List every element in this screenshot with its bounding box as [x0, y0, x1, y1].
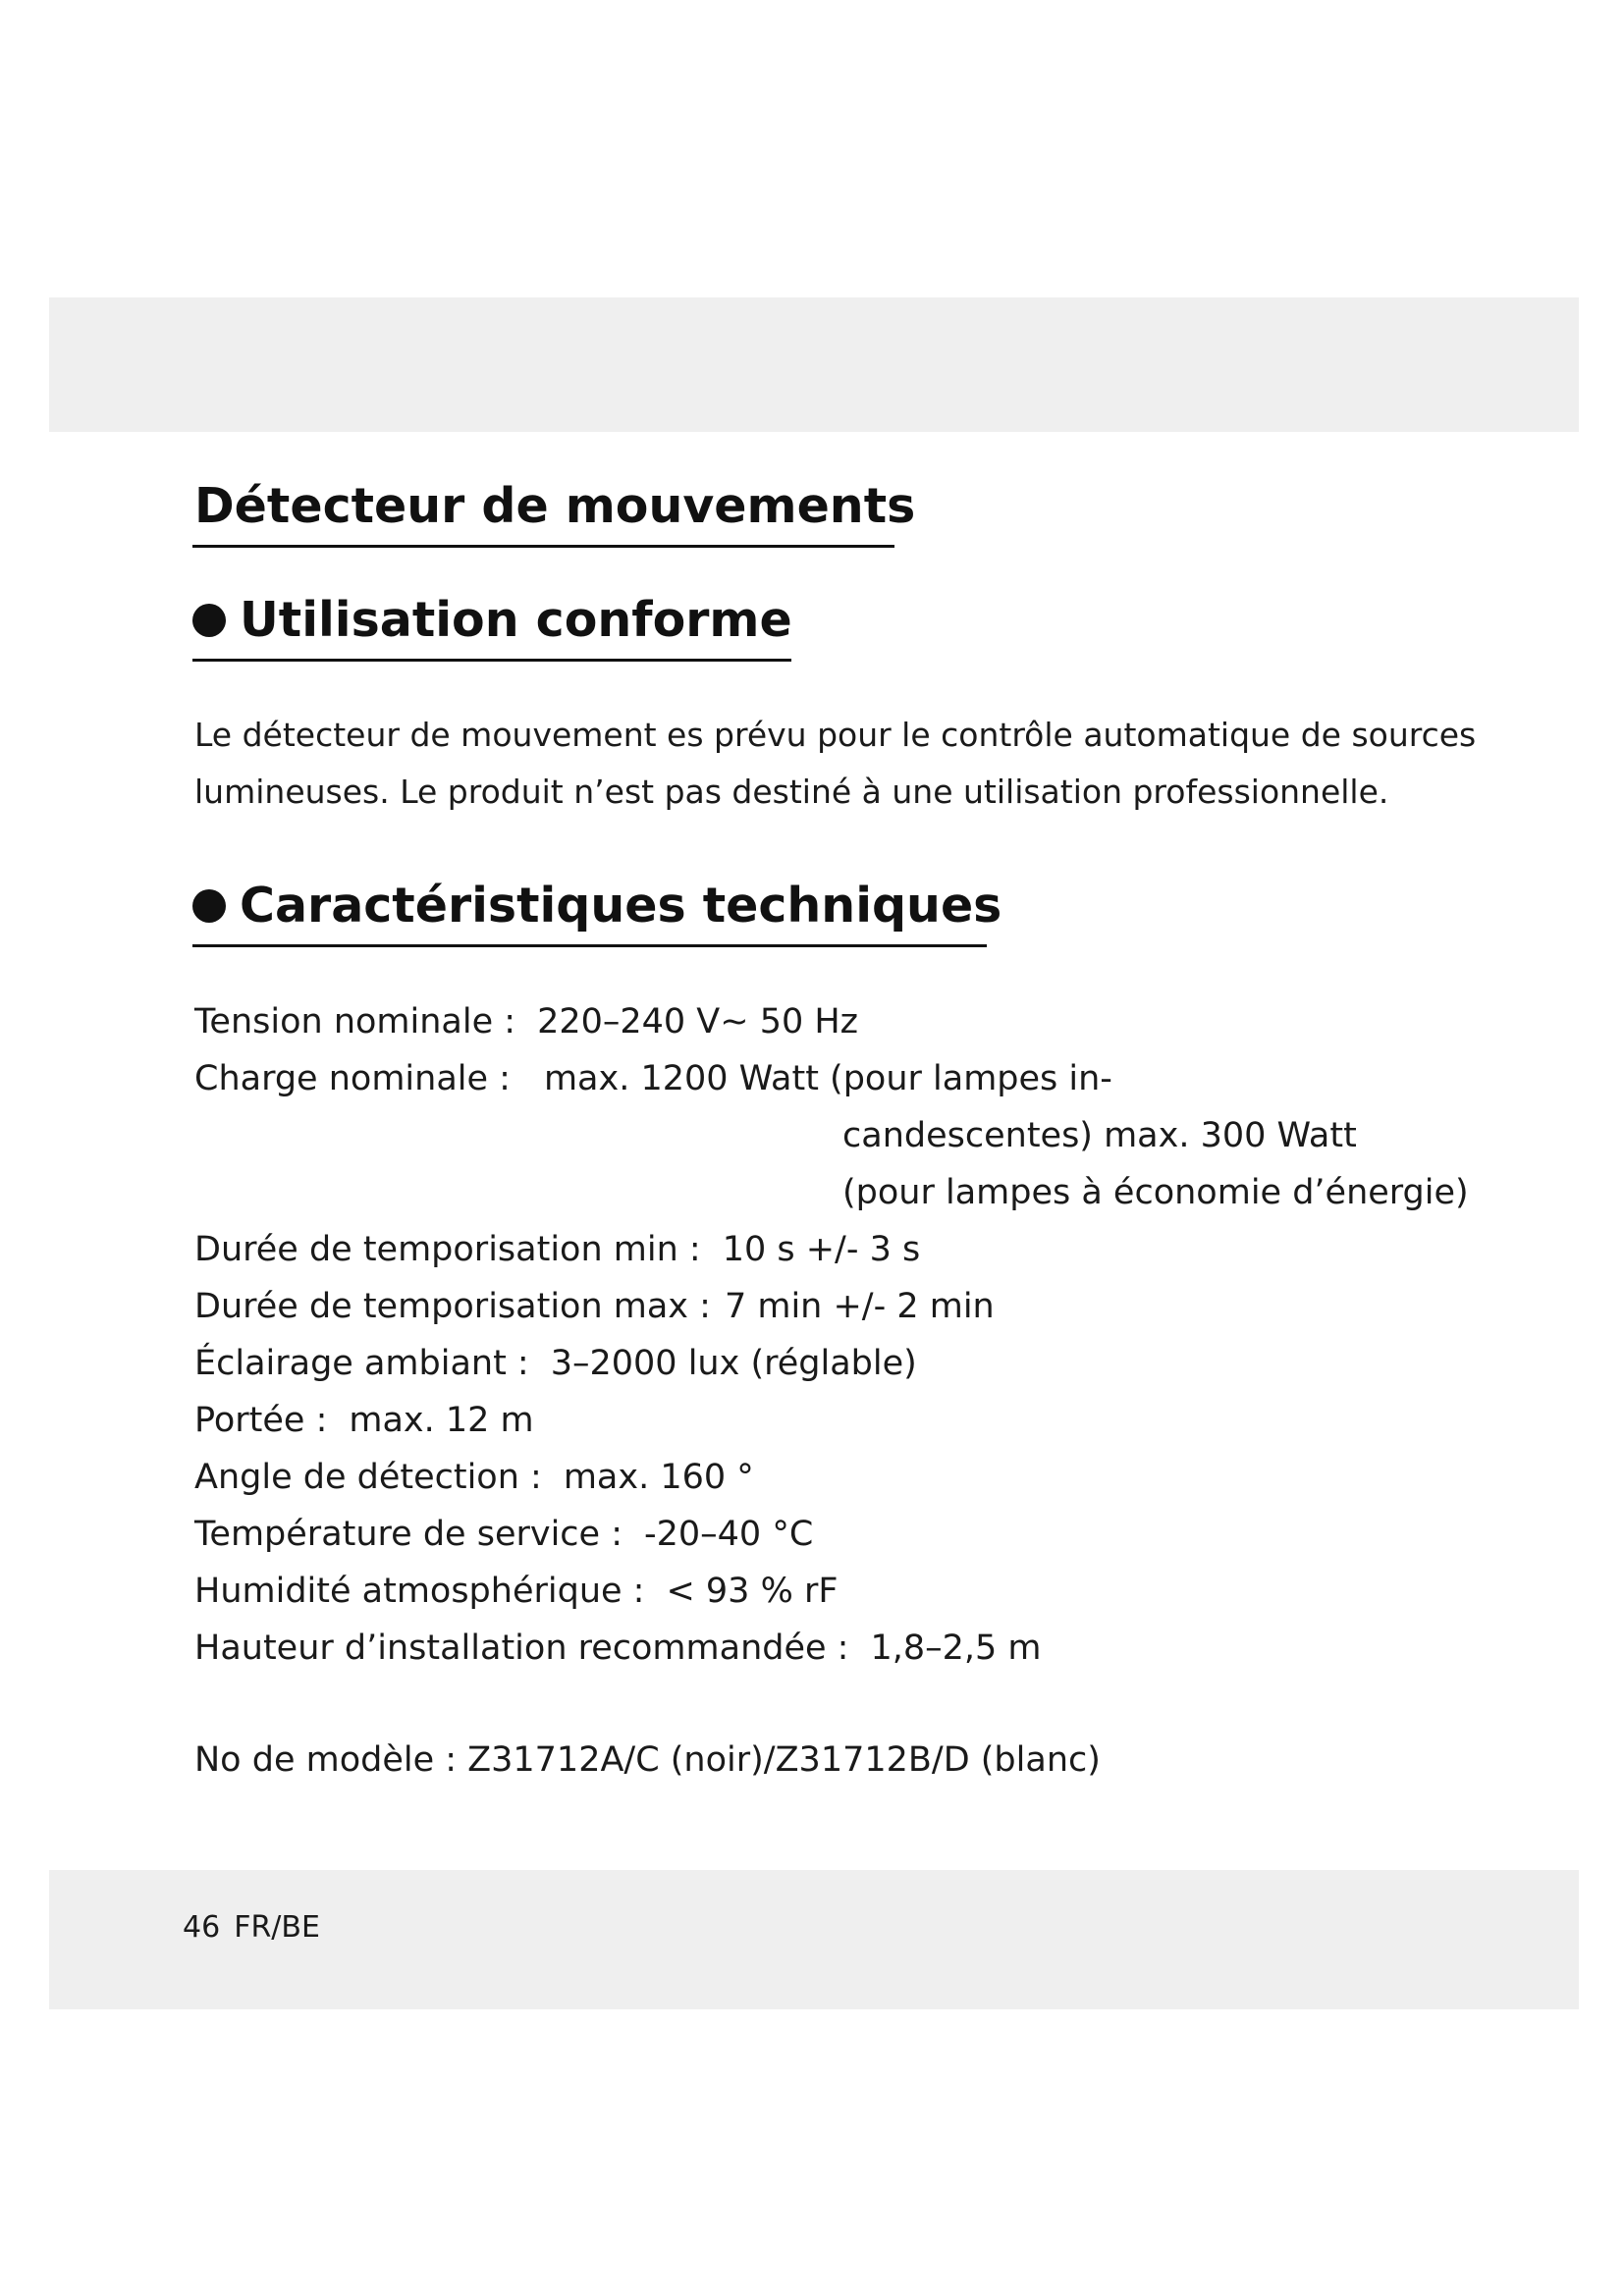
spec-label: Durée de temporisation max : — [194, 1287, 711, 1326]
page-footer — [183, 1908, 320, 1948]
spec-row-humidity — [194, 1563, 838, 1620]
bullet-icon — [192, 604, 226, 637]
section-underline — [192, 659, 791, 662]
spec-label: Hauteur d’installation recommandée : — [194, 1629, 849, 1668]
spec-value: -20–40 °C — [644, 1515, 814, 1554]
section-heading-intended-use — [192, 591, 792, 650]
paragraph-line: Le détecteur de mouvement es prévu pour le contrôle automatique de sources — [194, 716, 1477, 754]
bullet-icon — [192, 889, 226, 923]
spec-continuation: candescentes) max. 300 Watt — [842, 1116, 1357, 1155]
spec-value: max. 160 ° — [563, 1458, 754, 1497]
title-underline — [192, 545, 894, 548]
page-title: Détecteur de mouvements — [194, 478, 916, 534]
spec-value: 220–240 V~ 50 Hz — [537, 1002, 859, 1041]
spec-row-range — [194, 1392, 534, 1449]
spec-label: Durée de temporisation min : — [194, 1230, 701, 1269]
spec-label: Tension nominale : — [194, 1002, 516, 1041]
spec-row-delay-max — [194, 1278, 995, 1335]
spec-row-load — [194, 1050, 1112, 1107]
page-language: FR/BE — [234, 1910, 320, 1945]
intended-use-paragraph — [194, 707, 1500, 821]
spec-label: Angle de détection : — [194, 1458, 542, 1497]
spec-label: Charge nominale : — [194, 1059, 511, 1098]
section-heading-text: Caractéristiques techniques — [240, 878, 1002, 934]
spec-label: Portée : — [194, 1401, 328, 1440]
spec-label: Humidité atmosphérique : — [194, 1572, 645, 1611]
header-band — [49, 297, 1579, 432]
section-heading-text: Utilisation conforme — [240, 592, 792, 648]
section-heading-technical-specs — [192, 877, 1001, 935]
spec-value: 1,8–2,5 m — [870, 1629, 1042, 1668]
spec-label: Éclairage ambiant : — [194, 1344, 529, 1383]
spec-value: 10 s +/- 3 s — [722, 1230, 921, 1269]
page-number: 46 — [183, 1910, 221, 1945]
spec-value: < 93 % rF — [666, 1572, 839, 1611]
spec-row-operating-temperature — [194, 1506, 813, 1563]
spec-value: 7 min +/- 2 min — [724, 1287, 995, 1326]
paragraph-line: lumineuses. Le produit n’est pas destiné à une utilisation professionnelle. — [194, 773, 1389, 811]
spec-row-installation-height — [194, 1620, 1042, 1677]
spec-value: max. 1200 Watt (pour lampes in- — [543, 1059, 1112, 1098]
spec-value: 3–2000 lux (réglable) — [550, 1344, 917, 1383]
spec-row-delay-min — [194, 1221, 920, 1278]
section-underline — [192, 944, 987, 947]
model-number: No de modèle : Z31712A/C (noir)/Z31712B/D (blanc) — [194, 1740, 1101, 1780]
spec-value: max. 12 m — [349, 1401, 534, 1440]
spec-label: Température de service : — [194, 1515, 623, 1554]
spec-row-ambient-light — [194, 1335, 917, 1392]
spec-row-detection-angle — [194, 1449, 754, 1506]
spec-row-voltage — [194, 993, 858, 1050]
spec-continuation: (pour lampes à économie d’énergie) — [842, 1173, 1469, 1212]
